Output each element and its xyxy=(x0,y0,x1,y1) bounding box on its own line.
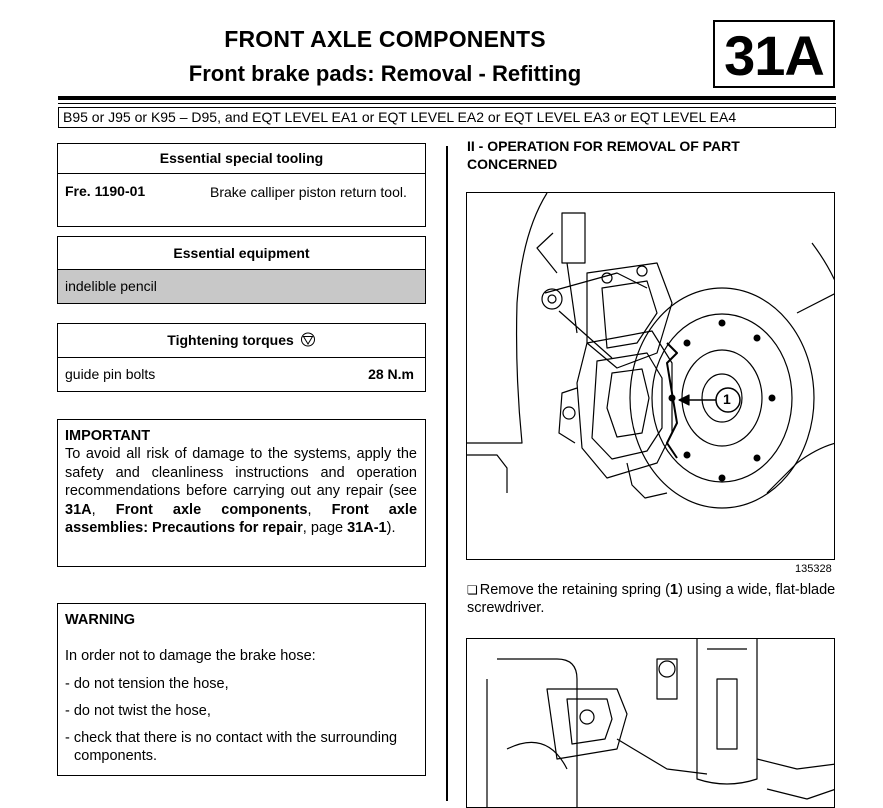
checkbox-bullet-icon: ❏ xyxy=(467,583,478,597)
section-title-line2: CONCERNED xyxy=(467,156,558,172)
section-title-line1: II - OPERATION FOR REMOVAL OF PART xyxy=(467,138,740,154)
tooling-table xyxy=(57,143,426,227)
equipment-item: indelible pencil xyxy=(58,270,425,303)
page-title: FRONT AXLE COMPONENTS xyxy=(224,26,546,52)
torque-triangle-icon xyxy=(300,332,316,347)
torque-value: 28 N.m xyxy=(368,366,414,382)
equipment-heading: Essential equipment xyxy=(58,237,425,270)
step-text-after: ) using a wide, flat-blade screwdriver. xyxy=(467,582,836,616)
column-divider xyxy=(446,146,448,801)
chapter-badge: 31A xyxy=(713,20,835,88)
torques-table xyxy=(57,323,426,392)
step-text-before: Remove the retaining spring ( xyxy=(479,582,670,598)
step-text-num: 1 xyxy=(669,582,679,598)
tooling-heading: Essential special tooling xyxy=(58,144,425,174)
warning-item: - do not twist the hose, xyxy=(65,703,211,719)
important-text-start: To avoid all risk of damage to the systems, apply the safety and cleanliness instructions and operation recommendations before carrying out any repair (see xyxy=(65,446,417,499)
tooling-ref: Fre. 1190-01 xyxy=(65,183,146,199)
important-text-end: ). xyxy=(386,520,396,536)
equipment-table xyxy=(57,236,426,304)
callout-label: 1 xyxy=(723,391,731,407)
important-notice xyxy=(57,419,426,567)
tooling-desc: Brake calliper piston return tool. xyxy=(210,184,407,200)
warning-item: - do not tension the hose, xyxy=(65,676,229,692)
important-page-ref: 31A-1 xyxy=(347,520,387,536)
important-ref-subtitle: Front axle assemblies: Precautions for repair xyxy=(65,501,418,536)
header-rule-thick xyxy=(58,96,836,100)
important-page-word: page xyxy=(310,520,344,536)
important-heading: IMPORTANT xyxy=(65,428,151,444)
caliper-illustration xyxy=(467,639,835,808)
section-title xyxy=(467,137,740,173)
important-ref-title: Front axle components xyxy=(115,501,308,518)
brake-assembly-illustration xyxy=(467,193,835,560)
torques-heading-row xyxy=(58,324,425,358)
vehicle-applicability: B95 or J95 or K95 – D95, and EQT LEVEL EA1 or EQT LEVEL EA2 or EQT LEVEL EA3 or EQT LEVEL EA4 xyxy=(58,107,836,128)
warning-notice xyxy=(57,603,426,776)
figure-caliper xyxy=(466,638,835,808)
step-removal xyxy=(467,581,837,617)
page-subtitle: Front brake pads: Removal - Refitting xyxy=(188,61,582,86)
header-rule-thin xyxy=(58,103,836,104)
torque-label: guide pin bolts xyxy=(65,366,156,382)
important-ref-chapter: 31A xyxy=(65,501,92,518)
figure-number: 135328 xyxy=(795,563,832,575)
figure-brake-disc xyxy=(466,192,835,560)
warning-heading: WARNING xyxy=(65,612,136,628)
warning-intro: In order not to damage the brake hose: xyxy=(65,648,316,664)
torques-heading: Tightening torques xyxy=(167,332,294,348)
important-text: To avoid all risk of damage to the systems, apply the safety and cleanliness instructions and operation recommendations before carrying out any repair (see 31A, Front axle components, Front axle assemblies: Precautions for repair, page 31A-1). xyxy=(65,446,418,536)
warning-item: - check that there is no contact with the surrounding components. xyxy=(65,730,398,764)
